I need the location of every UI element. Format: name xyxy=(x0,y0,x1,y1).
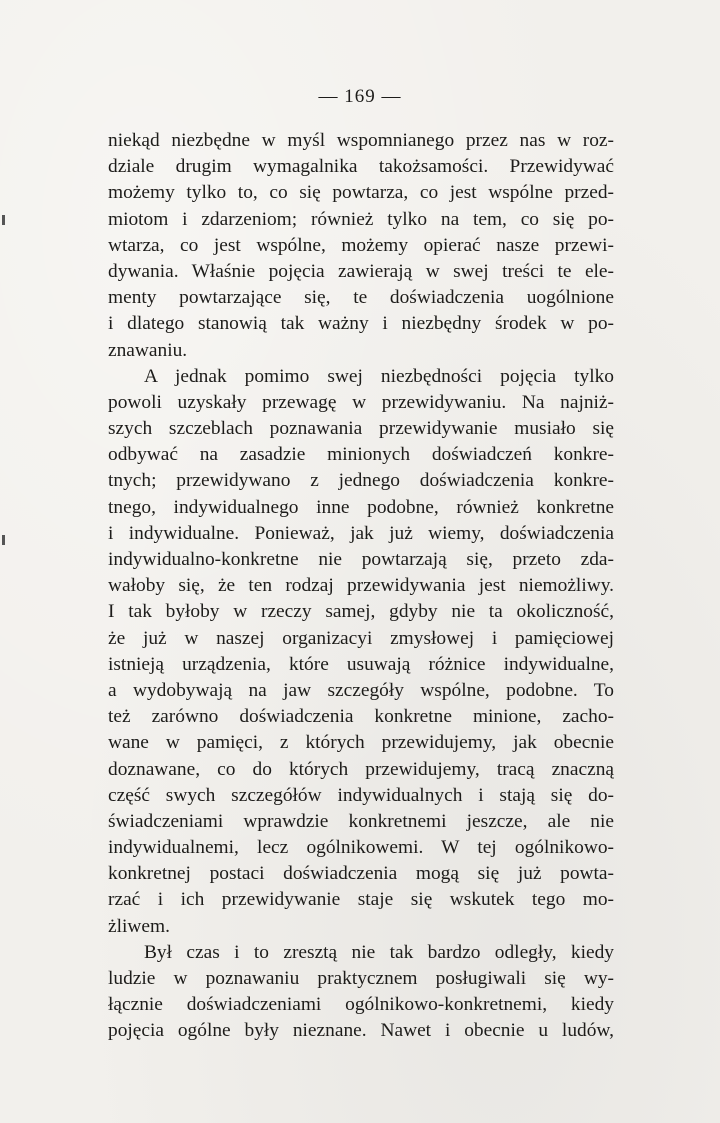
text-line: dziale drugim wymagalnika takożsamości. Przewidywać xyxy=(108,156,614,178)
text-line: ludzie w poznawaniu praktycznem posługiwali się wy- xyxy=(108,968,614,989)
text-line: powoli uzyskały przewagę w przewidywaniu. Na najniż- xyxy=(108,391,614,413)
text-line: odbywać na zasadzie minionych doświadczeń konkre- xyxy=(108,444,614,466)
text-line: tnych; przewidywano z jednego doświadczenia konkre- xyxy=(108,470,614,492)
scan-edge-mark xyxy=(2,535,5,545)
text-line: też zarówno doświadczenia konkretne minione, zacho- xyxy=(108,706,614,728)
text-line: indywidualno-konkretne nie powtarzają się, przeto zda- xyxy=(108,549,614,570)
text-line: A jednak pomimo swej niezbędności pojęcia tylko xyxy=(144,365,614,387)
text-line: możemy tylko to, co się powtarza, co jest wspólne przed- xyxy=(108,182,614,204)
text-line: wane w pamięci, z których przewidujemy, jak obecnie xyxy=(108,732,614,754)
text-line: doznawane, co do których przewidujemy, tracą znaczną xyxy=(108,758,614,780)
text-line: pojęcia ogólne były nieznane. Nawet i obecnie u ludów, xyxy=(108,1020,614,1042)
text-line: miotom i zdarzeniom; również tylko na tem, co się po- xyxy=(108,208,614,230)
text-line: menty powtarzające się, te doświadczenia uogólnione xyxy=(108,287,614,309)
text-line: że już w naszej organizacyi zmysłowej i pamięciowej xyxy=(108,627,614,649)
text-line: i indywidualne. Ponieważ, jak już wiemy, doświadczenia xyxy=(108,522,614,544)
scan-edge-mark xyxy=(2,215,5,225)
text-line: a wydobywają na jaw szczegóły wspólne, podobne. To xyxy=(108,679,614,701)
text-line: I tak byłoby w rzeczy samej, gdyby nie ta okoliczność, xyxy=(108,601,614,623)
text-line: tnego, indywidualnego inne podobne, również konkretne xyxy=(108,496,614,518)
text-line: część swych szczegółów indywidualnych i stają się do- xyxy=(108,784,614,806)
text-line: istnieją urządzenia, które usuwają różnice indywidualne, xyxy=(108,653,614,675)
text-line: żliwem. xyxy=(108,915,170,937)
paragraph xyxy=(108,940,614,1045)
text-line: wałoby się, że ten rodzaj przewidywania jest niemożliwy. xyxy=(108,575,614,597)
text-line: rzać i ich przewidywanie staje się wskutek tego mo- xyxy=(108,889,614,911)
text-line: szych szczeblach poznawania przewidywanie musiało się xyxy=(108,418,614,440)
text-line: świadczeniami wprawdzie konkretnemi jeszcze, ale nie xyxy=(108,810,614,832)
text-line: i dlatego stanowią tak ważny i niezbędny środek w po- xyxy=(108,313,614,335)
text-line: indywidualnemi, lecz ogólnikowemi. W tej ogólnikowo- xyxy=(108,837,614,859)
body-text xyxy=(108,128,614,1045)
text-line: niekąd niezbędne w myśl wspomnianego przez nas w roz- xyxy=(108,130,614,151)
text-line: łącznie doświadczeniami ogólnikowo-konkretnemi, kiedy xyxy=(108,994,614,1016)
text-line: konkretnej postaci doświadczenia mogą się już powta- xyxy=(108,863,614,885)
text-line: dywania. Właśnie pojęcia zawierają w swej treści te ele- xyxy=(108,260,614,282)
text-line: znawaniu. xyxy=(108,339,188,361)
text-line: Był czas i to zresztą nie tak bardzo odległy, kiedy xyxy=(144,941,614,963)
page-number: — 169 — xyxy=(318,86,402,107)
paragraph xyxy=(108,128,614,364)
paragraph xyxy=(108,364,614,940)
text-line: wtarza, co jest wspólne, możemy opierać nasze przewi- xyxy=(108,234,614,256)
